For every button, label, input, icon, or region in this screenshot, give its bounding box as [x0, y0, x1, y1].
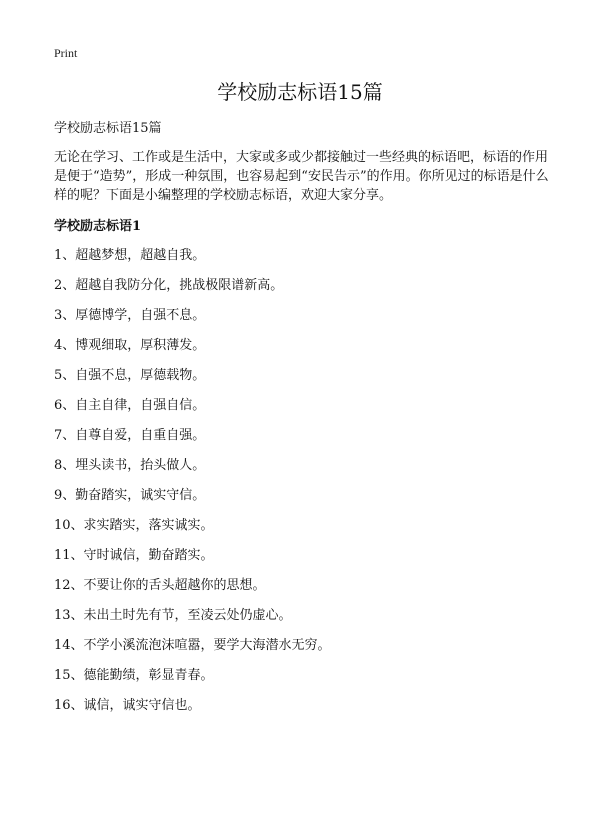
slogan-item: 1、超越梦想，超越自我。 [54, 248, 206, 263]
slogan-item: 14、不学小溪流泡沫喧嚣，要学大海潜水无穷。 [54, 638, 331, 653]
intro-paragraph: 无论在学习、工作或是生活中，大家或多或少都接触过一些经典的标语吧，标语的作用是便于“造势”，形成一种氛围，也容易起到“安民告示”的作用。你所见过的标语是什么样的呢？下面是小编整理的学校励志标语，欢迎大家分享。 [54, 150, 549, 203]
slogan-item: 4、博观细取，厚积薄发。 [54, 338, 206, 353]
slogan-item: 5、自强不息，厚德载物。 [54, 368, 206, 383]
slogan-item: 2、超越自我防分化，挑战极限谱新高。 [54, 278, 284, 293]
slogan-item: 16、诚信，诚实守信也。 [54, 698, 201, 713]
print-link[interactable]: Print [54, 46, 78, 60]
page-title: 学校励志标语15篇 [217, 80, 383, 104]
slogan-item: 9、勤奋踏实，诚实守信。 [54, 488, 206, 503]
slogan-item: 13、未出土时先有节，至凌云处仍虚心。 [54, 608, 292, 623]
slogan-item: 15、德能勤绩，彰显青春。 [54, 668, 214, 683]
slogan-item: 3、厚德博学，自强不息。 [54, 308, 206, 323]
slogan-item: 7、自尊自爱，自重自强。 [54, 428, 206, 443]
slogan-item: 11、守时诚信，勤奋踏实。 [54, 548, 214, 563]
slogan-list [54, 247, 550, 727]
slogan-item: 10、求实踏实，落实诚实。 [54, 518, 214, 533]
slogan-item: 6、自主自律，自强自信。 [54, 398, 206, 413]
section-heading: 学校励志标语1 [54, 219, 142, 234]
document-subtitle: 学校励志标语15篇 [54, 121, 162, 136]
slogan-item: 8、埋头读书，抬头做人。 [54, 458, 206, 473]
slogan-item: 12、不要让你的舌头超越你的思想。 [54, 578, 266, 593]
